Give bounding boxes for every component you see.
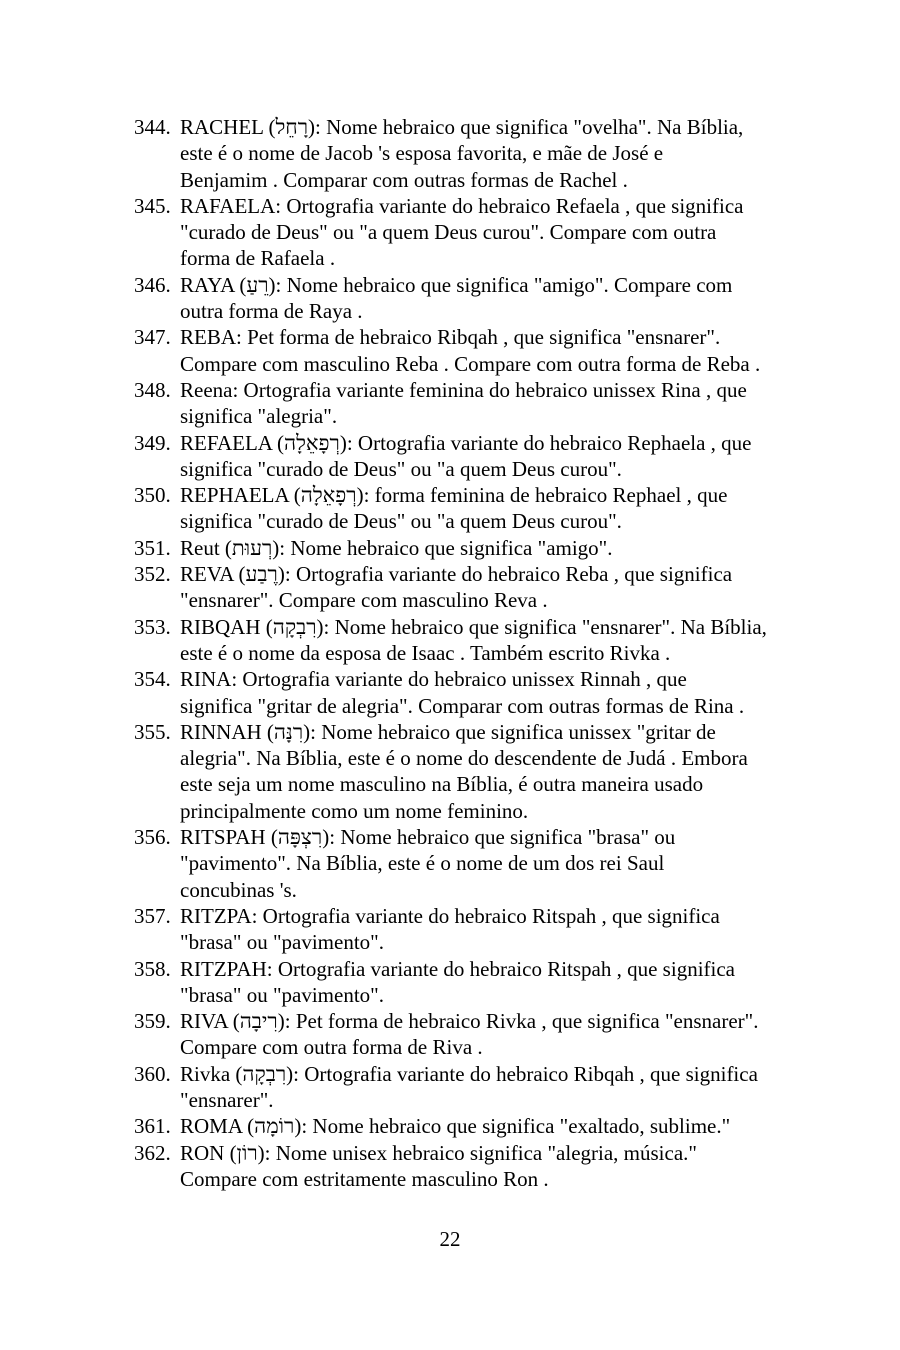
- entry-number: 349.: [134, 430, 171, 455]
- entry-text: RITSPAH (רִצְפָּה): Nome hebraico que significa "brasa" ou "pavimento". Na Bíblia, este é o nome de um dos rei Saul concubinas 's.: [180, 825, 676, 902]
- entry-number: 355.: [134, 719, 171, 744]
- entry-351: [134, 535, 834, 561]
- entry-352: [134, 561, 834, 614]
- entry-number: 344.: [134, 115, 171, 139]
- entry-348: [134, 377, 834, 430]
- entry-number: 351.: [134, 535, 171, 560]
- entry-text: RINNAH (רִנָּה): Nome hebraico que significa unissex "gritar de alegria". Na Bíblia, este é o nome do descendente de Judá . Embora este seja um nome masculino na Bíblia, é outra maneira usado principalmente como um nome feminino.: [180, 719, 748, 823]
- entry-345: [134, 193, 834, 272]
- entry-number: 348.: [134, 377, 171, 402]
- entry-number: 358.: [134, 956, 171, 981]
- entry-number: 353.: [134, 614, 171, 639]
- entry-text: REPHAELA (רְפָאֵלָה): forma feminina de hebraico Rephael , que significa "curado de Deus" ou "a quem Deus curou".: [180, 483, 728, 534]
- entry-text: Reena: Ortografia variante feminina do hebraico unissex Rina , que significa "alegria".: [180, 377, 747, 429]
- entry-347: [134, 324, 834, 377]
- entry-text: RON (רוֹן): Nome unisex hebraico significa "alegria, música." Compare com estritamente masculino Ron .: [180, 1140, 697, 1191]
- entry-346: [134, 272, 834, 325]
- entry-number: 360.: [134, 1061, 171, 1086]
- entry-number: 347.: [134, 325, 171, 350]
- entry-355: [134, 719, 834, 824]
- entry-number: 354.: [134, 667, 171, 692]
- entry-number: 357.: [134, 903, 171, 928]
- entry-number: 350.: [134, 483, 171, 508]
- entry-353: [134, 614, 834, 667]
- entry-357: [134, 903, 834, 956]
- entry-text: REVA (רֶבַע): Ortografia variante do hebraico Reba , que significa "ensnarer". Compare com masculino Reva .: [180, 562, 733, 613]
- entry-text: Reut (רְעוּת): Nome hebraico que significa "amigo".: [180, 535, 613, 560]
- entry-text: REFAELA (רְפָאֵלָה): Ortografia variante do hebraico Rephaela , que significa "curado de Deus" ou "a quem Deus curou".: [180, 430, 752, 481]
- entry-text: REBA: Pet forma de hebraico Ribqah , que significa "ensnarer". Compare com masculino Reba . Compare com outra forma de Reba .: [180, 325, 761, 376]
- entry-text: RAYA (רֵעַ): Nome hebraico que significa "amigo". Compare com outra forma de Raya .: [180, 272, 733, 324]
- entry-350: [134, 482, 834, 535]
- entry-344: [134, 114, 834, 193]
- entry-359: [134, 1008, 834, 1061]
- entry-361: [134, 1113, 834, 1139]
- entry-text: ROMA (רוֹמָה): Nome hebraico que significa "exaltado, sublime.": [180, 1114, 731, 1139]
- entry-text: RINA: Ortografia variante do hebraico unissex Rinnah , que significa "gritar de alegria". Comparar com outras formas de Rina .: [180, 667, 745, 718]
- entry-354: [134, 666, 834, 719]
- entry-number: 346.: [134, 272, 171, 297]
- entry-number: 359.: [134, 1009, 171, 1034]
- entry-text: RIVA (רִיבָה): Pet forma de hebraico Rivka , que significa "ensnarer". Compare com outra forma de Riva .: [180, 1009, 759, 1060]
- entry-number: 352.: [134, 562, 171, 587]
- name-list: [134, 114, 834, 1192]
- entry-358: [134, 956, 834, 1009]
- entry-text: RITZPAH: Ortografia variante do hebraico Ritspah , que significa "brasa" ou "pavimento".: [180, 956, 735, 1007]
- entry-360: [134, 1061, 834, 1114]
- entry-number: 362.: [134, 1140, 171, 1165]
- entry-number: 345.: [134, 193, 171, 218]
- entry-349: [134, 430, 834, 483]
- entry-text: RITZPA: Ortografia variante do hebraico Ritspah , que significa "brasa" ou "pavimento".: [180, 903, 720, 955]
- entry-text: Rivka (רִבְקָה): Ortografia variante do hebraico Ribqah , que significa "ensnarer".: [180, 1061, 758, 1112]
- entry-number: 356.: [134, 825, 171, 850]
- entry-text: RACHEL (רָחֵל): Nome hebraico que significa "ovelha". Na Bíblia, este é o nome de Jacob 's esposa favorita, e mãe de José e Benjamim . Comparar com outras formas de Rachel .: [180, 115, 744, 192]
- entry-text: RIBQAH (רִבְקָה): Nome hebraico que significa "ensnarer". Na Bíblia, este é o nome da esposa de Isaac . Também escrito Rivka .: [180, 614, 767, 665]
- entry-356: [134, 824, 834, 903]
- page-number: 22: [439, 1227, 461, 1251]
- entry-362: [134, 1140, 834, 1193]
- entry-number: 361.: [134, 1114, 171, 1139]
- entry-text: RAFAELA: Ortografia variante do hebraico Refaela , que significa "curado de Deus" ou "a quem Deus curou". Compare com outra forma de Rafaela .: [180, 193, 744, 271]
